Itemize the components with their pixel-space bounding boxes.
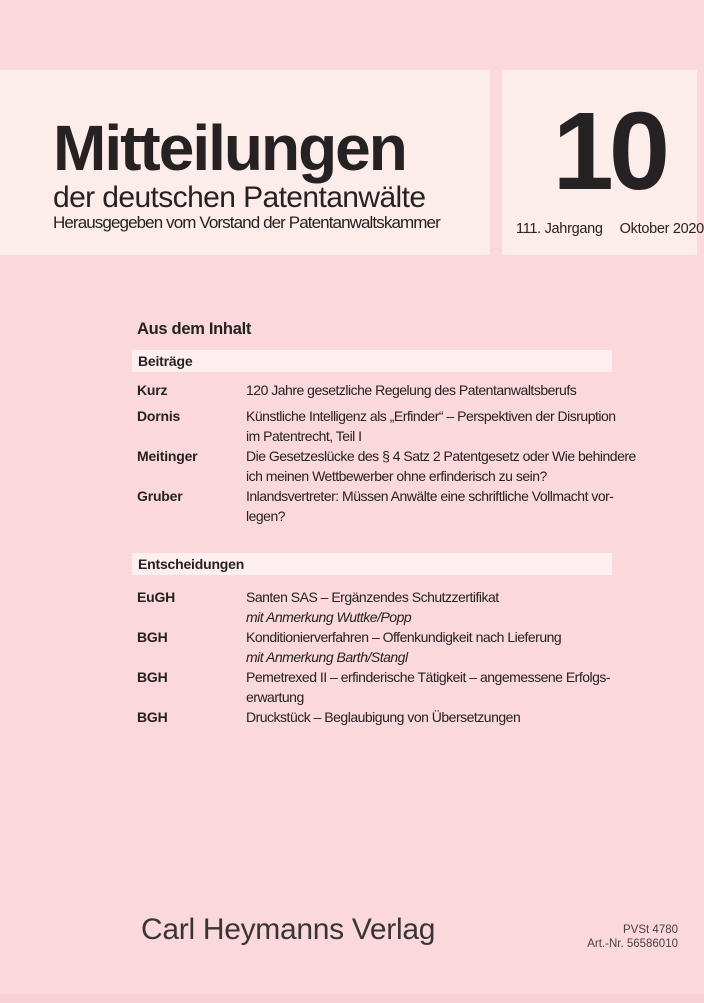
toc-line: Druckstück – Beglaubigung von Übersetzungen [246, 709, 521, 725]
toc-line: Künstliche Intelligenz als „Erfinder“ – Perspektiven der Disruption [246, 408, 616, 424]
journal-subtitle: der deutschen Patentanwälte [53, 181, 426, 214]
toc-line: erwartung [246, 689, 304, 705]
toc-line: im Patentrecht, Teil I [246, 428, 362, 444]
section-header-entscheidungen: Entscheidungen [138, 556, 245, 572]
toc-row-title [246, 486, 686, 526]
section-bar-beitraege [132, 350, 612, 372]
toc-line: 120 Jahre gesetzliche Regelung des Patentanwaltsberufs [246, 382, 577, 398]
toc-row-title [246, 627, 686, 667]
toc-row-title [246, 380, 686, 400]
issue-volume: 111. Jahrgang [516, 221, 603, 237]
toc-heading: Aus dem Inhalt [137, 320, 252, 338]
toc-line: legen? [246, 508, 286, 524]
toc-row-title [246, 707, 686, 727]
toc-line: Inlandsvertreter: Müssen Anwälte eine schriftliche Vollmacht vor- [246, 488, 614, 504]
toc-row-court: BGH [137, 629, 168, 645]
toc-annotation: mit Anmerkung Wuttke/Popp [246, 609, 412, 625]
issue-number: 10 [552, 90, 665, 213]
toc-line: Konditionierverfahren – Offenkundigkeit nach Lieferung [246, 629, 562, 645]
post-number: PVSt 4780 [623, 924, 678, 936]
toc-row-author: Gruber [137, 488, 183, 504]
footer-codes [478, 923, 678, 951]
toc-row-title [246, 587, 686, 627]
article-number: Art.-Nr. 56586010 [587, 938, 678, 950]
toc-line: Santen SAS – Ergänzendes Schutzzertifikat [246, 589, 499, 605]
section-bar-entscheidungen [132, 553, 612, 575]
toc-line: ich meinen Wettbewerber ohne erfinderisch zu sein? [246, 468, 547, 484]
toc-row-title [246, 446, 686, 486]
publisher-logo-text: Carl Heymanns Verlag [141, 913, 436, 946]
page-bottom-edge [0, 994, 704, 1003]
toc-row-author: Meitinger [137, 448, 198, 464]
toc-row-author: Dornis [137, 408, 181, 424]
issue-meta [516, 221, 704, 237]
toc-line: Pemetrexed II – erfinderische Tätigkeit – angemessene Erfolgs- [246, 669, 611, 685]
toc-row-author: Kurz [137, 382, 168, 398]
toc-row-title [246, 667, 686, 707]
toc-row-court: EuGH [137, 589, 176, 605]
journal-title: Mitteilungen [53, 112, 406, 184]
issue-date: Oktober 2020 [619, 221, 704, 237]
section-header-beitraege: Beiträge [138, 353, 193, 369]
journal-publisher-line: Herausgegeben vom Vorstand der Patentanwaltskammer [53, 213, 440, 232]
toc-annotation: mit Anmerkung Barth/Stangl [246, 649, 408, 665]
toc-row-court: BGH [137, 709, 168, 725]
toc-row-title [246, 406, 686, 446]
toc-row-court: BGH [137, 669, 168, 685]
toc-line: Die Gesetzeslücke des § 4 Satz 2 Patentgesetz oder Wie behindere [246, 448, 636, 464]
